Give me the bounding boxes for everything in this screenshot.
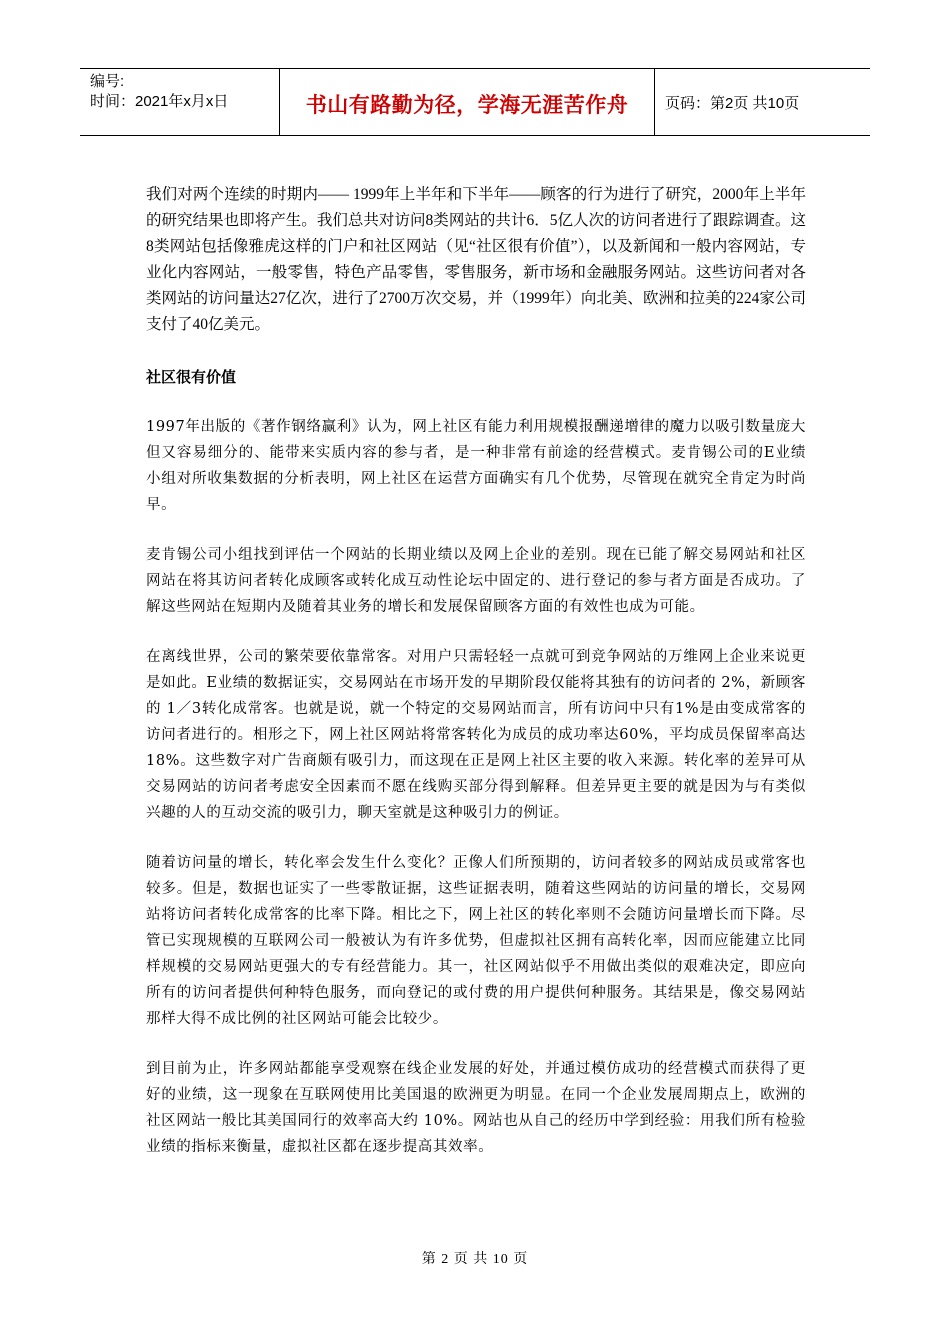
body-paragraph-2: 麦肯锡公司小组找到评估一个网站的长期业绩以及网上企业的差别。现在已能了解交易网站和社区网站在将其访问者转化成顾客或转化成互动性论坛中固定的、进行登记的参与者方面是否成功。了解这些网站在短期内及随着其业务的增长和发展保留顾客方面的有效性也成为可能。 xyxy=(146,547,806,615)
document-number-label: 编号: xyxy=(90,73,125,90)
page-header xyxy=(80,68,870,136)
header-motto: 书山有路勤为径，学海无涯苦作舟 xyxy=(280,69,655,135)
document-body xyxy=(146,182,806,1184)
page-footer: 第 2 页 共 10 页 xyxy=(421,1252,529,1267)
body-paragraph-5: 到目前为止，许多网站都能享受观察在线企业发展的好处，并通过模仿成功的经营模式而获得了更好的业绩，这一现象在互联网使用比美国退的欧洲更为明显。在同一个企业发展周期点上，欧洲的社区网站一般比其美国同行的效率高大约 10%。网站也从自己的经历中学到经验：用我们所有检验业绩的指标来衡量，虚拟社区都在逐步提高其效率。 xyxy=(146,1061,806,1155)
intro-paragraph: 我们对两个连续的时期内—— 1999年上半年和下半年——顾客的行为进行了研究，2000年上半年的研究结果也即将产生。我们总共对访问8类网站的共计6．5亿人次的访问者进行了跟踪调查。这8类网站包括像雅虎这样的门户和社区网站（见“社区很有价值”），以及新闻和一般内容网站，专业化内容网站，一般零售，特色产品零售，零售服务，新市场和金融服务网站。这些访问者对各类网站的访问量达27亿次，进行了2700万次交易，并（1999年）向北美、欧洲和拉美的224家公司支付了40亿美元。 xyxy=(146,186,806,333)
section-heading: 社区很有价值 xyxy=(146,368,237,386)
header-page-info: 页码：第2页 共10页 xyxy=(665,94,800,112)
document-time-label: 时间：2021年x月x日 xyxy=(90,93,229,110)
body-paragraph-4: 随着访问量的增长，转化率会发生什么变化？正像人们所预期的，访问者较多的网站成员或常客也较多。但是，数据也证实了一些零散证据，这些证据表明，随着这些网站的访问量的增长，交易网站将访问者转化成常客的比率下降。相比之下，网上社区的转化率则不会随访问量增长而下降。尽管已实现规模的互联网公司一般被认为有许多优势，但虚拟社区拥有高转化率，因而应能建立比同样规模的交易网站更强大的专有经营能力。其一，社区网站似乎不用做出类似的艰难决定，即应向所有的访问者提供何种特色服务，而向登记的或付费的用户提供何种服务。其结果是，像交易网站那样大得不成比例的社区网站可能会比较少。 xyxy=(146,855,806,1027)
header-meta xyxy=(80,69,280,135)
body-paragraph-3: 在离线世界，公司的繁荣要依靠常客。对用户只需轻轻一点就可到竞争网站的万维网上企业来说更是如此。E业绩的数据证实，交易网站在市场开发的早期阶段仅能将其独有的访问者的 2%，新顾客的 1／3转化成常客。也就是说，就一个特定的交易网站而言，所有访问中只有1%是由变成常客的访问者进行的。相形之下，网上社区网站将常客转化为成员的成功率达60%，平均成员保留率高达18%。这些数字对广告商颇有吸引力，而这现在正是网上社区主要的收入来源。转化率的差异可从交易网站的访问者考虑安全因素而不愿在线购买部分得到解释。但差异更主要的就是因为与有类似兴趣的人的互动交流的吸引力，聊天室就是这种吸引力的例证。 xyxy=(146,649,806,821)
body-paragraph-1: 1997年出版的《著作钢络赢利》认为，网上社区有能力利用规模报酬递增律的魔力以吸引数量庞大但又容易细分的、能带来实质内容的参与者，是一种非常有前途的经营模式。麦肯锡公司的E业绩小组对所收集数据的分析表明，网上社区在运营方面确实有几个优势，尽管现在就究全肯定为时尚早。 xyxy=(146,419,806,513)
